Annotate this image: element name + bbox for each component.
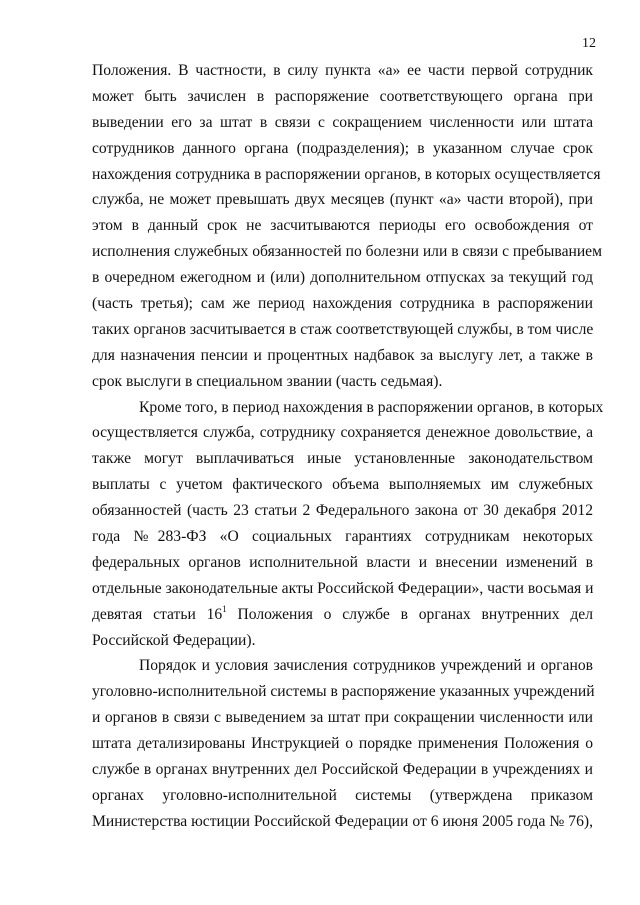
text-line: выведении его за штат в связи с сокращением численности или штата [92,113,593,131]
text-line: обязанностей (часть 23 статьи 2 Федерального закона от 30 декабря 2012 [92,502,593,520]
paragraph-2 [92,395,604,654]
text-line: уголовно-исполнительной системы в распоряжение указанных учреждений [92,683,595,701]
text-segment: девятая статьи 16 [92,605,223,623]
text-line: Российской Федерации). [92,631,256,649]
document-body [92,58,604,835]
text-line: Положения. В частности, в силу пункта «а» ее части первой сотрудник [92,62,593,79]
text-line: и органов в связи с выведением за штат при сокращении численности или [92,709,593,727]
text-line: исполнения служебных обязанностей по болезни или в связи с пребыванием [92,243,602,261]
text-line: Кроме того, в период нахождения в распоряжении органов, в которых [139,398,604,416]
text-line: осуществляется служба, сотруднику сохраняется денежное довольствие, а [92,424,593,442]
paragraph-3 [92,653,593,834]
text-line-with-footnote [92,602,593,628]
text-line: Порядок и условия зачисления сотрудников учреждений и органов [139,657,593,675]
text-line: федеральных органов исполнительной власти и внесении изменений в [92,553,593,571]
text-line: отдельные законодательные акты Российской Федерации», части восьмая и [92,579,594,597]
text-line: в очередном ежегодном и (или) дополнительном отпусках за текущий год [92,269,593,287]
text-line: сотрудников данного органа (подразделения); в указанном случае срок [92,139,593,157]
paragraph-1 [92,58,602,395]
text-line: года №283-ФЗ «О социальных гарантиях сотрудникам некоторых [92,528,593,546]
text-line: нахождения сотрудника в распоряжении органов, в которых осуществляется [92,165,601,183]
text-line: этом в данный срок не засчитываются периоды его освобождения от [92,217,593,235]
text-line: также могут выплачиваться иные установленные законодательством [92,450,593,468]
text-line: может быть зачислен в распоряжение соответствующего органа при [92,87,593,105]
text-line: штата детализированы Инструкцией о порядке применения Положения о [92,735,593,753]
text-line: органах уголовно-исполнительной системы (утверждена приказом [92,786,593,804]
text-line: Министерства юстиции Российской Федерации от 6 июня 2005 года № 76), [92,812,593,830]
text-line: (часть третья); сам же период нахождения сотрудника в распоряжении [92,295,593,313]
text-line: таких органов засчитывается в стаж соответствующей службы, в том числе [92,320,594,338]
superscript: 1 [222,603,227,614]
text-line: служба, не может превышать двух месяцев (пункт «а» части второй), при [92,191,593,209]
text-line: службе в органах внутренних дел Российской Федерации в учреждениях и [92,761,593,779]
text-line: для назначения пенсии и процентных надбавок за выслугу лет, а также в [92,346,593,364]
page-number: 12 [582,36,596,51]
text-segment: Положения о службе в органах внутренних дел [226,605,593,623]
text-line: выплаты с учетом фактического объема выполняемых им служебных [92,476,593,494]
text-line: срок выслуги в специальном звании (часть седьмая). [92,372,443,390]
